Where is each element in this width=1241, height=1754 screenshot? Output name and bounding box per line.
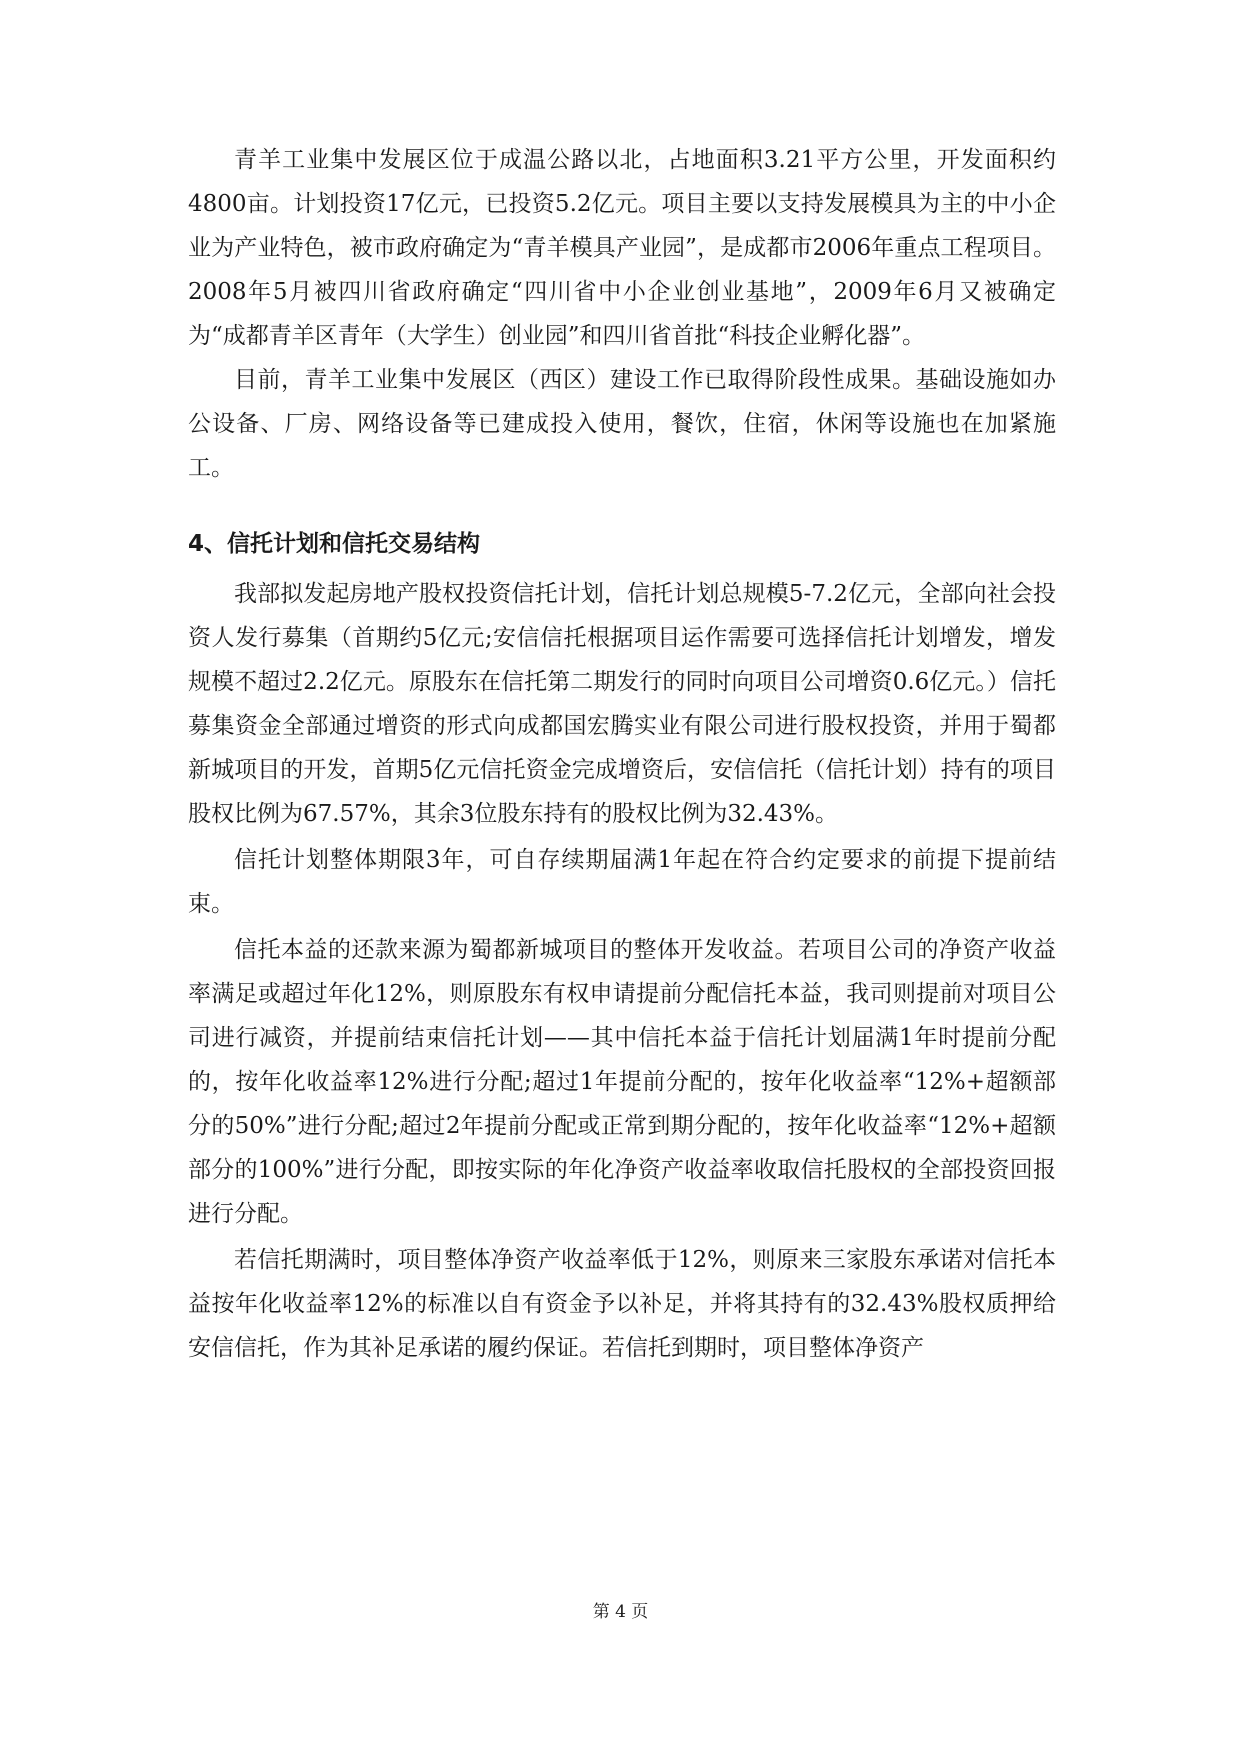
section-heading: 4、信托计划和信托交易结构	[188, 531, 481, 557]
document-page	[188, 138, 1056, 1370]
page-number: 第 4 页	[592, 1602, 649, 1622]
section-paragraph-1: 我部拟发起房地产股权投资信托计划，信托计划总规模5-7.2亿元，全部向社会投资人发行募集（首期约5亿元;安信信托根据项目运作需要可选择信托计划增发，增发规模不超过2.2亿元。原股东在信托第二期发行的同时向项目公司增资0.6亿元。）信托募集资金全部通过增资的形式向成都国宏腾实业有限公司进行股权投资，并用于蜀都新城项目的开发，首期5亿元信托资金完成增资后，安信信托（信托计划）持有的项目股权比例为67.57%，其余3位股东持有的股权比例为32.43%。	[188, 581, 1056, 827]
intro-paragraph-1: 青羊工业集中发展区位于成温公路以北，占地面积3.21平方公里，开发面积约4800亩。计划投资17亿元，已投资5.2亿元。项目主要以支持发展模具为主的中小企业为产业特色，被市政府确定为“青羊模具产业园”，是成都市2006年重点工程项目。2008年5月被四川省政府确定“四川省中小企业创业基地”，2009年6月又被确定为“成都青羊区青年（大学生）创业园”和四川省首批“科技企业孵化器”。	[188, 147, 1056, 349]
section-paragraph-4: 若信托期满时，项目整体净资产收益率低于12%，则原来三家股东承诺对信托本益按年化收益率12%的标准以自有资金予以补足，并将其持有的32.43%股权质押给安信信托，作为其补足承诺的履约保证。若信托到期时，项目整体净资产	[188, 1247, 1056, 1361]
intro-paragraph-2: 目前，青羊工业集中发展区（西区）建设工作已取得阶段性成果。基础设施如办公设备、厂房、网络设备等已建成投入使用，餐饮，住宿，休闲等设施也在加紧施工。	[188, 367, 1056, 481]
section-paragraph-2: 信托计划整体期限3年，可自存续期届满1年起在符合约定要求的前提下提前结束。	[188, 847, 1056, 917]
section-paragraph-3: 信托本益的还款来源为蜀都新城项目的整体开发收益。若项目公司的净资产收益率满足或超过年化12%，则原股东有权申请提前分配信托本益，我司则提前对项目公司进行减资，并提前结束信托计划——其中信托本益于信托计划届满1年时提前分配的，按年化收益率12%进行分配;超过1年提前分配的，按年化收益率“12%+超额部分的50%”进行分配;超过2年提前分配或正常到期分配的，按年化收益率“12%+超额部分的100%”进行分配，即按实际的年化净资产收益率收取信托股权的全部投资回报进行分配。	[188, 937, 1056, 1227]
